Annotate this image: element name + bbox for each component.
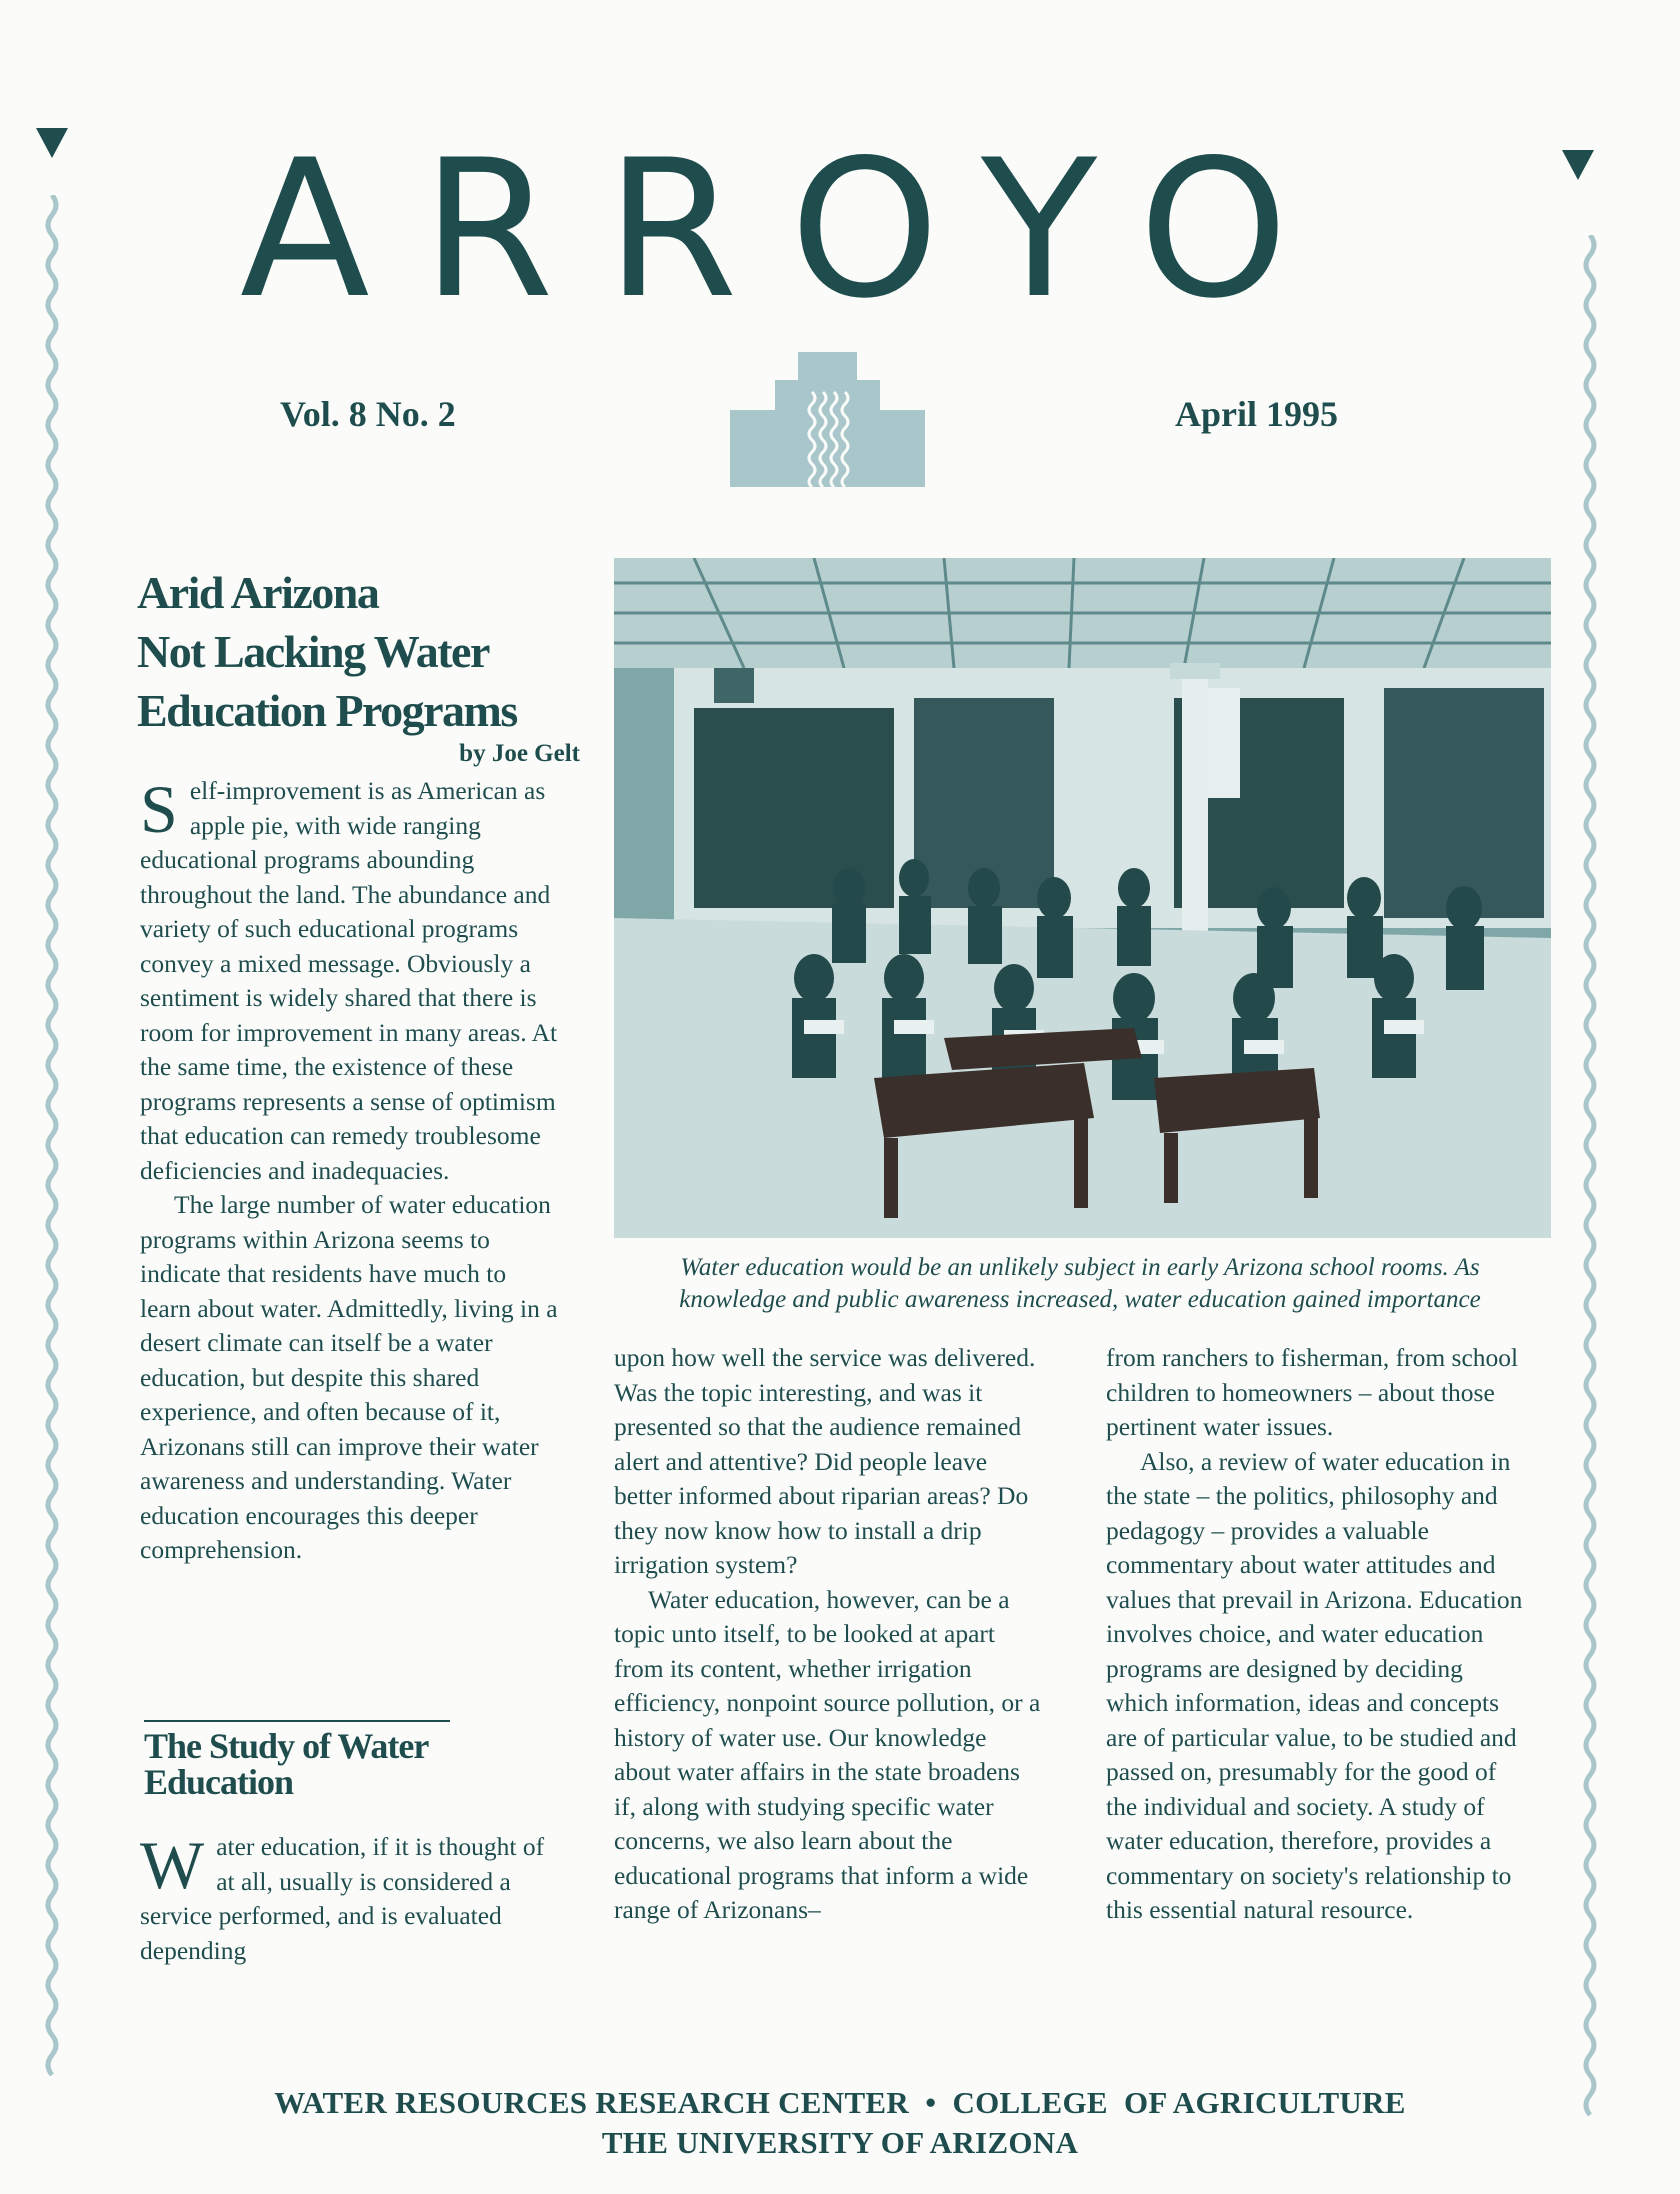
wavy-border-right (1582, 235, 1598, 2125)
footer-line-1: WATER RESOURCES RESEARCH CENTER • COLLEGE OF AGRICULTURE (274, 2085, 1406, 2120)
drop-cap: W (140, 1827, 205, 1903)
section-divider (144, 1720, 450, 1722)
article-column-2 (614, 1341, 1042, 1928)
wavy-border-left (44, 195, 60, 2085)
article-paragraph-1 (140, 771, 562, 1188)
article-column-1 (140, 771, 562, 1568)
column2-paragraph-1: upon how well the service was delivered. Was the topic interesting, and was it presented so that the audience remained alert and attentive? Did people leave better informed about riparian areas? Do they now know how to install a drip irrigation system? (614, 1343, 1036, 1579)
photo-caption (600, 1252, 1560, 1316)
article-byline: by Joe Gelt (459, 740, 580, 767)
column3-paragraph-1: from ranchers to fisherman, from school children to homeowners – about those pertinent water issues. (1106, 1343, 1519, 1441)
headline-line-1: Arid Arizona (137, 567, 379, 618)
article-headline (137, 563, 587, 740)
section-paragraph-1 (140, 1827, 562, 1968)
caption-line-2: knowledge and public awareness increased, water education gained importance (679, 1286, 1481, 1313)
caption-line-1: Water education would be an unlikely subject in early Arizona school rooms. As (680, 1254, 1480, 1281)
arroyo-logo-icon (730, 352, 925, 487)
corner-triangle-right-icon (1562, 150, 1594, 180)
masthead-title: ARROYO (239, 119, 1341, 340)
paragraph-text: ater education, if it is thought of at all, usually is considered a service performed, and is evaluated depending (140, 1832, 545, 1965)
section-heading (144, 1728, 564, 1800)
headline-line-3: Education Programs (137, 685, 517, 736)
publisher-footer (140, 2083, 1540, 2163)
paragraph-text: elf-improvement is as American as apple pie, with wide ranging educational programs abounding throughout the land. The abundance and variety of such educational programs convey a mixed message. Obviously a sentiment is widely shared that there is room for improvement in many areas. At the same time, the existence of these programs represents a sense of optimism that education can remedy troublesome deficiencies and inadequacies. (140, 776, 558, 1185)
section-column (140, 1827, 562, 1968)
classroom-photo (614, 558, 1551, 1238)
drop-cap: S (140, 771, 178, 847)
section-heading-line-1: The Study of Water (144, 1726, 429, 1766)
issue-date: April 1995 (1175, 394, 1339, 434)
issue-volume: Vol. 8 No. 2 (280, 394, 456, 434)
article-paragraph-2: The large number of water education programs within Arizona seems to indicate that residents have much to learn about water. Admittedly, living in a desert climate can itself be a water education, but despite this shared experience, and often because of it, Arizonans still can improve their water awareness and understanding. Water education encourages this deeper comprehension. (140, 1190, 558, 1564)
corner-triangle-left-icon (36, 128, 68, 158)
headline-line-2: Not Lacking Water (137, 626, 489, 677)
column3-paragraph-2: Also, a review of water education in the state – the politics, philosophy and pedagogy – provides a valuable commentary about water attitudes and values that prevail in Arizona. Education involves choice, and water education programs are designed by deciding which information, ideas and concepts are of particular value, to be studied and passed on, presumably for the good of the individual and society. A study of water education, therefore, provides a commentary on society's relationship to this essential natural resource. (1106, 1446, 1523, 1924)
article-column-3 (1106, 1341, 1526, 1928)
footer-line-2: THE UNIVERSITY OF ARIZONA (601, 2125, 1079, 2160)
section-heading-line-2: Education (144, 1762, 294, 1802)
column2-paragraph-2: Water education, however, can be a topic unto itself, to be looked at apart from its content, whether irrigation efficiency, nonpoint source pollution, or a history of water use. Our knowledge about water affairs in the state broadens if, along with studying specific water concerns, we also learn about the educational programs that inform a wide range of Arizonans– (614, 1584, 1041, 1924)
